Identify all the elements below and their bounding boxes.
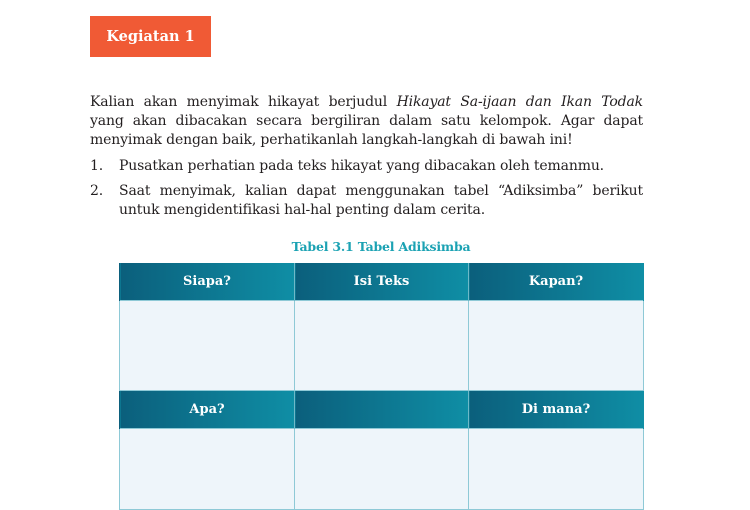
- step-number: 1.: [90, 158, 104, 174]
- adiksimba-table: [119, 263, 644, 510]
- table-row: [120, 301, 644, 391]
- table-header-row: [120, 263, 644, 301]
- activity-badge: [90, 16, 211, 57]
- header-isi-teks: Isi Teks: [295, 263, 469, 301]
- answer-cell-blank[interactable]: [295, 429, 469, 510]
- header-di-mana: Di mana?: [469, 391, 644, 429]
- answer-cell-di-mana[interactable]: [469, 429, 644, 510]
- activity-badge-label: Kegiatan 1: [106, 28, 195, 45]
- answer-cell-apa[interactable]: [120, 429, 295, 510]
- table-header-row: [120, 391, 644, 429]
- step-number: 2.: [90, 183, 104, 199]
- step-text: untuk mengidentifikasi hal-hal penting dalam cerita.: [119, 202, 486, 218]
- intro-line-3: menyimak dengan baik, perhatikanlah langkah-langkah di bawah ini!: [90, 132, 573, 148]
- table-caption: Tabel 3.1 Tabel Adiksimba: [291, 239, 471, 254]
- steps-list: [90, 157, 643, 226]
- step-item: [90, 182, 643, 220]
- story-title: Hikayat Sa-ijaan dan Ikan Todak: [396, 94, 644, 110]
- intro-paragraph: [90, 93, 643, 150]
- answer-cell-isi-teks[interactable]: [295, 301, 469, 391]
- header-blank: [295, 391, 469, 429]
- table-row: [120, 429, 644, 510]
- answer-cell-siapa[interactable]: [120, 301, 295, 391]
- step-item: [90, 157, 643, 176]
- step-text: Pusatkan perhatian pada teks hikayat yang dibacakan oleh temanmu.: [119, 158, 604, 174]
- header-siapa: Siapa?: [120, 263, 295, 301]
- header-apa: Apa?: [120, 391, 295, 429]
- intro-text: Kalian akan menyimak hikayat berjudul: [90, 94, 397, 110]
- intro-line-2: yang akan dibacakan secara bergiliran dalam satu kelompok. Agar dapat: [90, 113, 643, 129]
- step-text: Saat menyimak, kalian dapat menggunakan tabel “Adiksimba” berikut: [119, 183, 643, 199]
- header-kapan: Kapan?: [469, 263, 644, 301]
- intro-line-1: [90, 93, 643, 112]
- answer-cell-kapan[interactable]: [469, 301, 644, 391]
